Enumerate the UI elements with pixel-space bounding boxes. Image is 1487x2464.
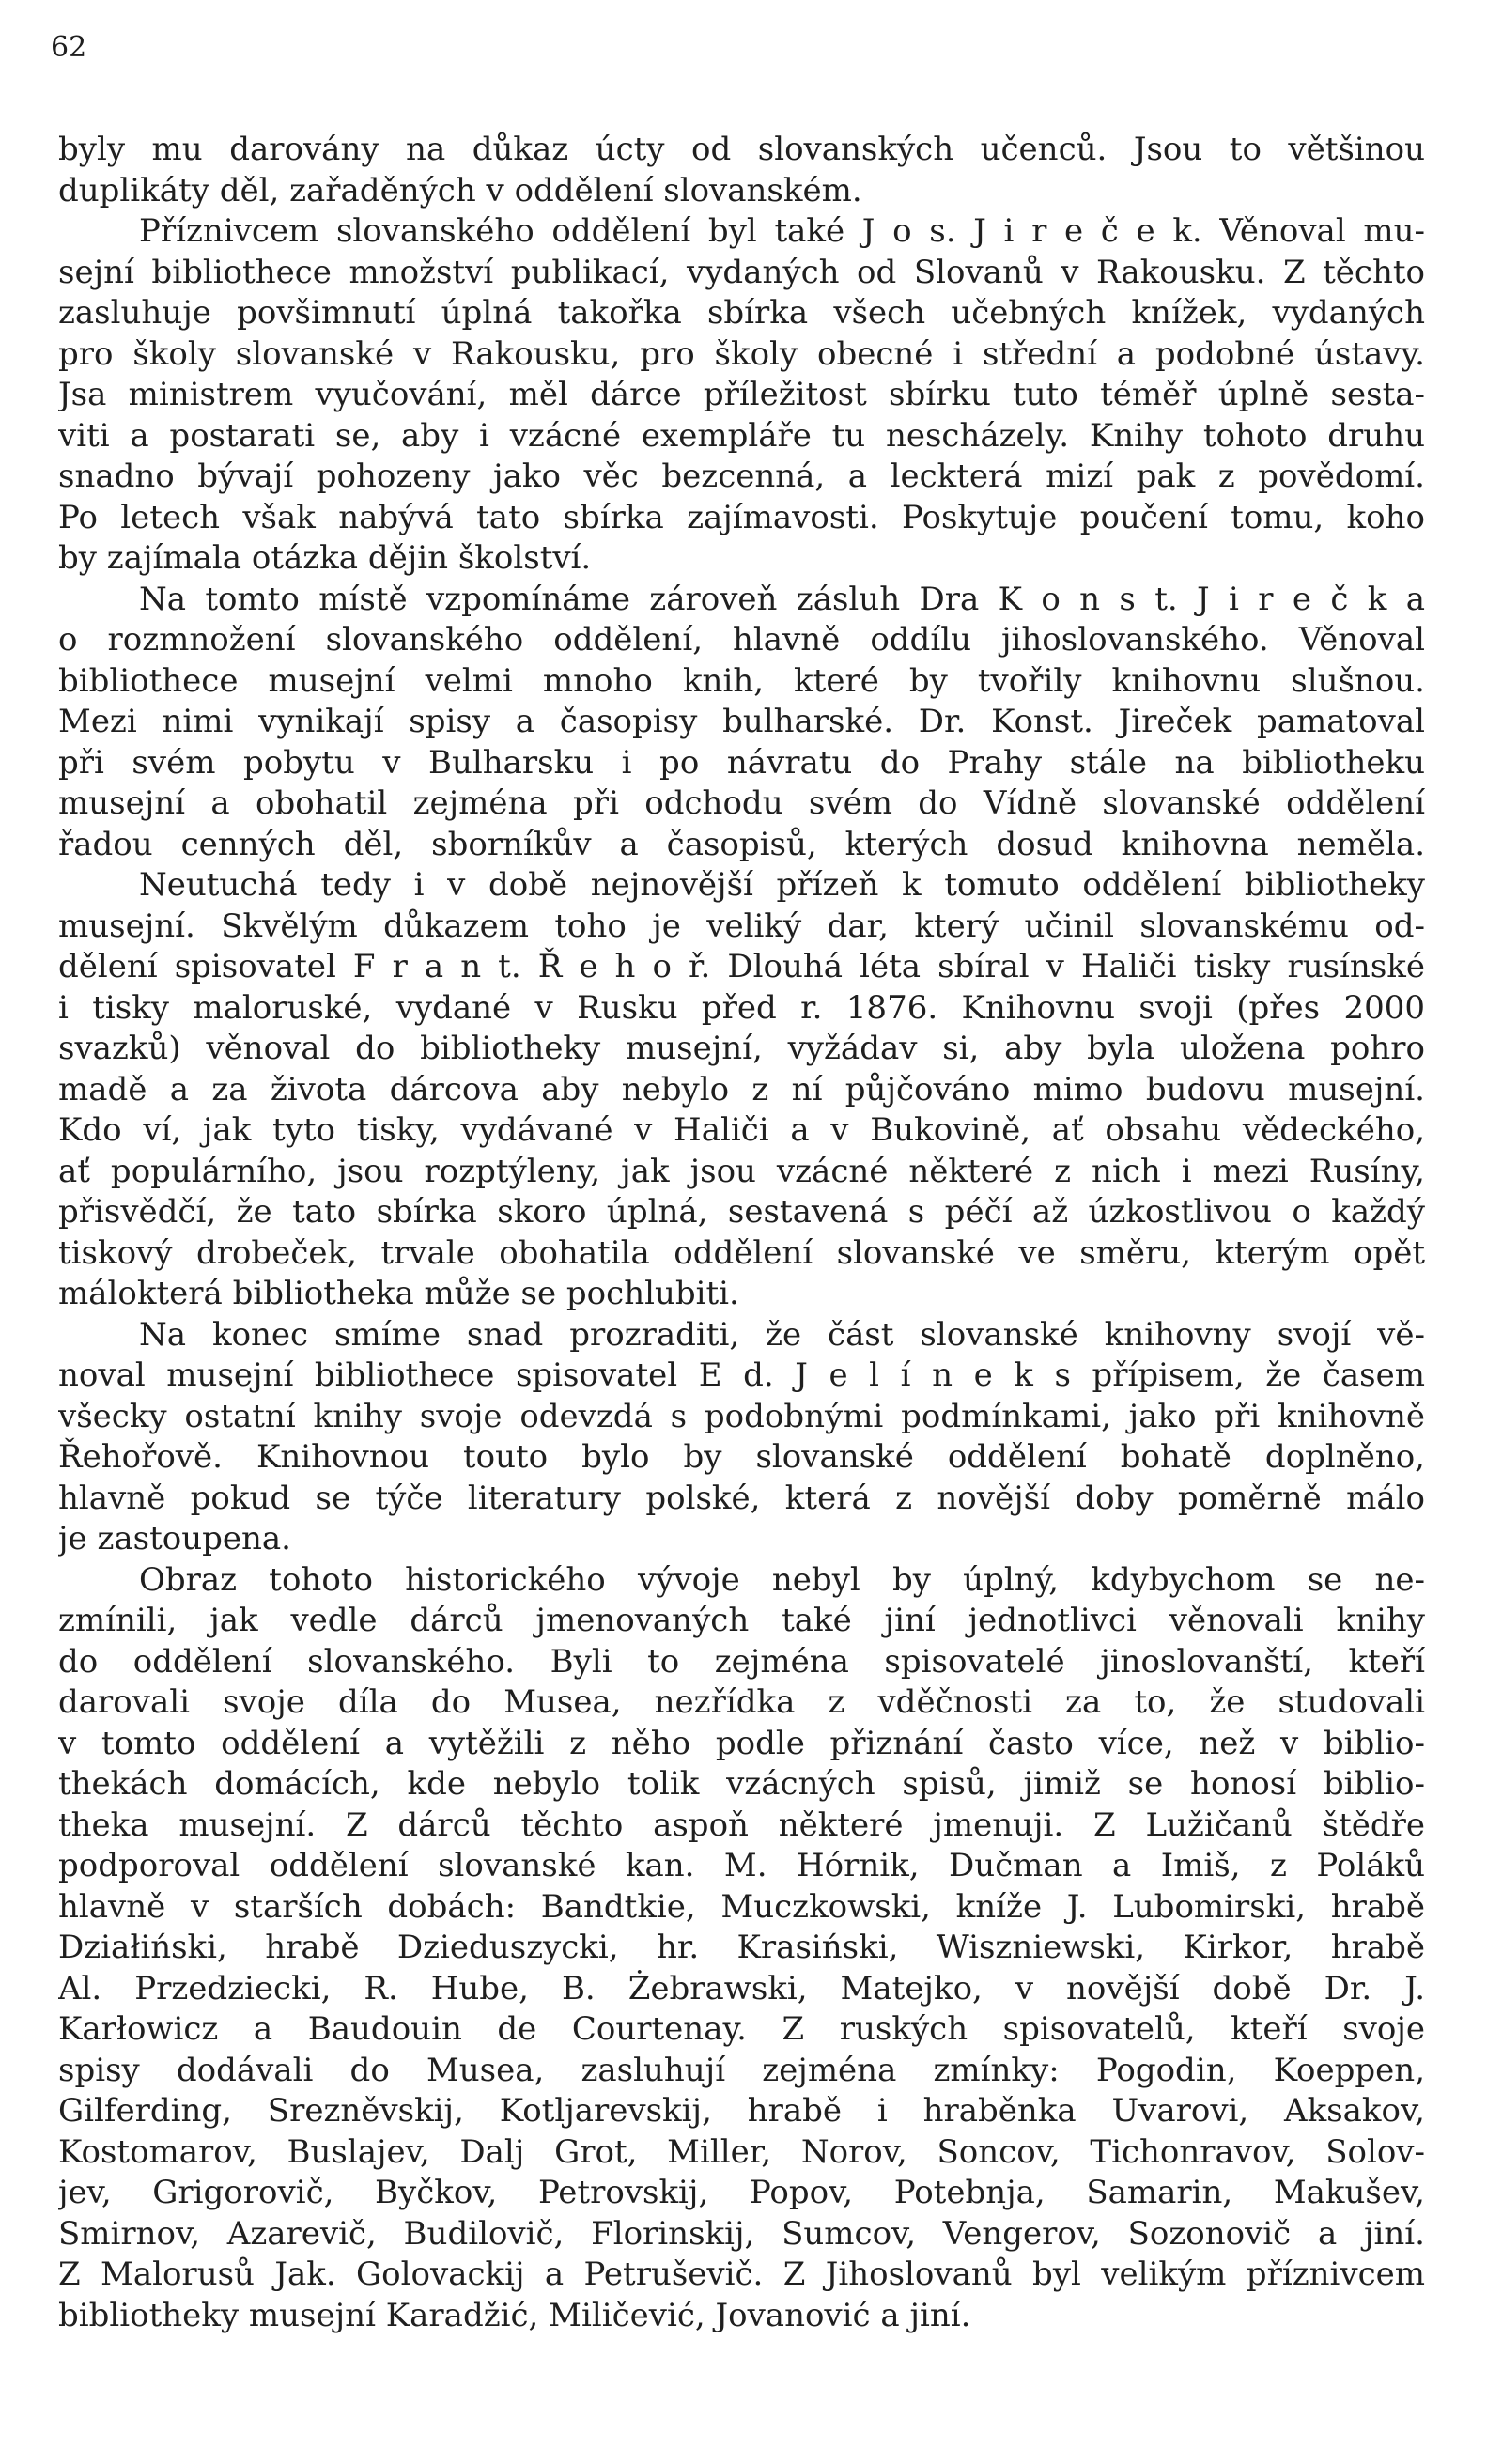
text-line: jev, Grigorovič, Byčkov, Petrovskij, Popov, Potebnja, Samarin, Makušev, xyxy=(58,2174,1425,2211)
text-line: Mezi nimi vynikají spisy a časopisy bulharské. Dr. Konst. Jireček pamatoval xyxy=(58,703,1425,740)
text-line: noval musejní bibliothece spisovatel E d. J e l í n e k s přípisem, že časem xyxy=(58,1356,1425,1394)
text-line: svazků) věnoval do bibliotheky musejní, vyžádav si, aby byla uložena pohro xyxy=(58,1030,1425,1067)
text-line: Al. Przedziecki, R. Hube, B. Żebrawski, Matejko, v novější době Dr. J. xyxy=(58,1969,1425,2007)
text-line: Z Malorusů Jak. Golovackij a Petruševič. Z Jihoslovanů byl velikým příznivcem xyxy=(58,2255,1425,2293)
text-line: Příznivcem slovanského oddělení byl také J o s. J i r e č e k. Věnoval mu- xyxy=(139,212,1425,250)
text-line: málokterá bibliotheka může se pochlubiti. xyxy=(58,1275,739,1312)
text-line: dělení spisovatel F r a n t. Ř e h o ř. Dlouhá léta sbíral v Haliči tisky rusínské xyxy=(58,948,1425,985)
text-line: je zastoupena. xyxy=(58,1520,291,1557)
text-line: podporoval oddělení slovanské kan. M. Hórnik, Dučman a Imiš, z Poláků xyxy=(58,1847,1425,1884)
text-line: by zajímala otázka dějin školství. xyxy=(58,539,592,577)
text-line: i tisky maloruské, vydané v Rusku před r. 1876. Knihovnu svoji (přes 2000 xyxy=(58,988,1425,1027)
text-line: hlavně v starších dobách: Bandtkie, Muczkowski, kníže J. Lubomirski, hrabě xyxy=(58,1887,1425,1926)
text-line: Jsa ministrem vyučování, měl dárce příležitost sbírku tuto téměř úplně sesta- xyxy=(58,376,1425,413)
text-line: Neutuchá tedy i v době nejnovější přízeň k tomuto oddělení bibliotheky xyxy=(139,866,1425,904)
text-line: Po letech však nabývá tato sbírka zajímavosti. Poskytuje poučení tomu, koho xyxy=(58,498,1425,536)
text-line: Działiński, hrabě Dzieduszycki, hr. Krasiński, Wiszniewski, Kirkor, hrabě xyxy=(58,1929,1425,1966)
text-line: sejní bibliothece množství publikací, vydaných od Slovanů v Rakousku. Z těchto xyxy=(58,253,1425,291)
page-number: 62 xyxy=(51,31,87,64)
text-line: madě a za života dárcova aby nebylo z ní půjčováno mimo budovu musejní. xyxy=(58,1070,1425,1108)
text-line: při svém pobytu v Bulharsku i po návratu do Prahy stále na bibliotheku xyxy=(58,743,1425,782)
text-line: theka musejní. Z dárců těchto aspoň některé jmenuji. Z Lužičanů štědře xyxy=(58,1805,1425,1844)
text-line: zmínili, jak vedle dárců jmenovaných také jiní jednotlivci věnovali knihy xyxy=(58,1602,1425,1639)
text-line: Řehořově. Knihovnou touto bylo by slovanské oddělení bohatě doplněno, xyxy=(58,1438,1425,1476)
text-line: ať populárního, jsou rozptýleny, jak jsou vzácné některé z nich i mezi Rusíny, xyxy=(58,1152,1425,1190)
text-line: thekách domácích, kde nebylo tolik vzácných spisů, jimiž se honosí biblio- xyxy=(58,1765,1425,1803)
text-line: přisvědčí, že tato sbírka skoro úplná, sestavená s péčí až úzkostlivou o každý xyxy=(58,1193,1425,1231)
text-line: tiskový drobeček, trvale obohatila oddělení slovanské ve směru, kterým opět xyxy=(58,1233,1425,1272)
text-line: Smirnov, Azarevič, Budilovič, Florinskij, Sumcov, Vengerov, Sozonovič a jiní. xyxy=(58,2214,1425,2253)
text-line: Kdo ví, jak tyto tisky, vydávané v Haliči a v Bukovině, ať obsahu vědeckého, xyxy=(58,1111,1425,1149)
text-line: pro školy slovanské v Rakousku, pro školy obecné i střední a podobné ústavy. xyxy=(58,334,1425,373)
text-line: Na tomto místě vzpomínáme zároveň zásluh Dra K o n s t. J i r e č k a xyxy=(139,580,1425,618)
text-line: musejní a obohatil zejména při odchodu svém do Vídně slovanské oddělení xyxy=(58,784,1425,822)
text-line: Obraz tohoto historického vývoje nebyl by úplný, kdybychom se ne- xyxy=(139,1560,1425,1599)
text-line: byly mu darovány na důkaz úcty od slovanských učenců. Jsou to většinou xyxy=(58,131,1425,168)
text-line: hlavně pokud se týče literatury polské, která z novější doby poměrně málo xyxy=(58,1479,1425,1517)
text-line: spisy dodávali do Musea, zasluhují zejména zmínky: Pogodin, Koeppen, xyxy=(58,2051,1425,2089)
text-line: duplikáty děl, zařaděných v oddělení slovanském. xyxy=(58,171,862,209)
text-line: o rozmnožení slovanského oddělení, hlavně oddílu jihoslovanského. Věnoval xyxy=(58,621,1425,659)
text-line: řadou cenných děl, sborníkův a časopisů, kterých dosud knihovna neměla. xyxy=(58,825,1425,863)
text-line: Na konec smíme snad prozraditi, že část slovanské knihovny svojí vě- xyxy=(139,1315,1425,1354)
text-line: musejní. Skvělým důkazem toho je veliký dar, který učinil slovanskému od- xyxy=(58,907,1425,945)
text-line: Kostomarov, Buslajev, Dalj Grot, Miller, Norov, Soncov, Tichonravov, Solov- xyxy=(58,2132,1425,2171)
text-line: bibliothece musejní velmi mnoho knih, které by tvořily knihovnu slušnou. xyxy=(58,661,1425,700)
text-line: zasluhuje povšimnutí úplná takořka sbírka všech učebných knížek, vydaných xyxy=(58,294,1425,332)
text-line: snadno bývají pohozeny jako věc bezcenná, a leckterá mizí pak z povědomí. xyxy=(58,457,1425,495)
text-line: bibliotheky musejní Karadžić, Miličević, Jovanović a jiní. xyxy=(58,2296,971,2334)
body-text xyxy=(58,130,1425,2336)
text-line: viti a postarati se, aby i vzácné exempláře tu nescházely. Knihy tohoto druhu xyxy=(58,416,1425,455)
text-line: darovali svoje díla do Musea, nezřídka z vděčnosti za to, že studovali xyxy=(58,1683,1425,1721)
text-line: Karłowicz a Baudouin de Courtenay. Z ruských spisovatelů, kteří svoje xyxy=(58,2010,1425,2048)
text-line: Gilferding, Srezněvskij, Kotljarevskij, hrabě i hraběnka Uvarovi, Aksakov, xyxy=(58,2092,1425,2130)
text-line: všecky ostatní knihy svoje odevzdá s podobnými podmínkami, jako při knihovně xyxy=(58,1397,1425,1435)
text-line: do oddělení slovanského. Byli to zejména spisovatelé jinoslovanští, kteří xyxy=(58,1642,1425,1681)
text-line: v tomto oddělení a vytěžili z něho podle přiznání často více, než v biblio- xyxy=(58,1724,1425,1762)
